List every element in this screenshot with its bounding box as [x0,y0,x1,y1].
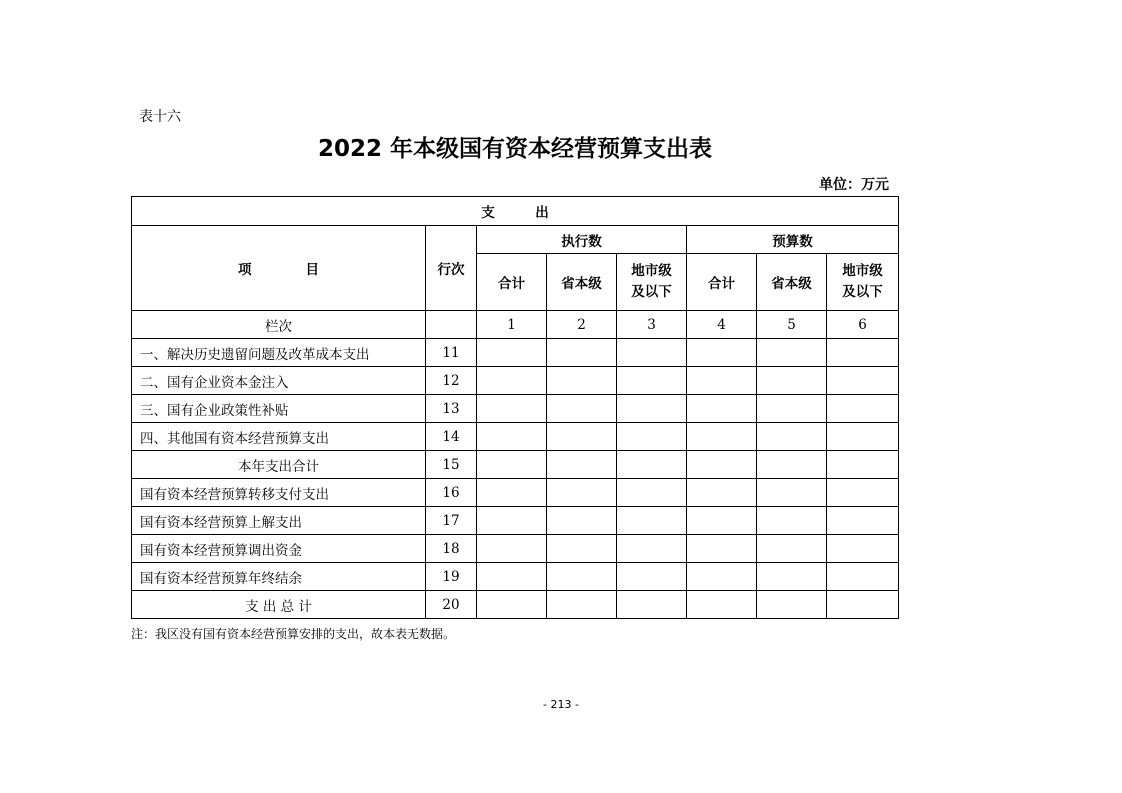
empty-cell [687,479,757,507]
empty-cell [827,535,899,563]
empty-cell [617,367,687,395]
empty-cell [757,423,827,451]
empty-cell [617,423,687,451]
empty-cell [757,479,827,507]
empty-cell [617,479,687,507]
table-row [132,535,899,563]
row-name: 二、国有企业资本金注入 [132,367,426,395]
empty-cell [757,563,827,591]
header-local-line1: 地市级 [631,263,672,279]
row-name: 国有资本经营预算上解支出 [132,507,426,535]
empty-cell [827,339,899,367]
row-number: 16 [426,479,477,507]
row-name: 一、解决历史遗留问题及改革成本支出 [132,339,426,367]
table-row [132,367,899,395]
row-name: 本年支出合计 [132,451,426,479]
header-local-line1: 地市级 [842,263,883,279]
table-row [132,591,899,619]
empty-cell [827,367,899,395]
empty-cell [477,479,547,507]
row-number: 20 [426,591,477,619]
empty-cell [477,507,547,535]
empty-cell [687,395,757,423]
empty-cell [687,535,757,563]
column-index-row [132,311,899,339]
empty-cell [617,563,687,591]
row-name: 国有资本经营预算调出资金 [132,535,426,563]
row-name: 国有资本经营预算年终结余 [132,563,426,591]
empty-cell [757,395,827,423]
empty-cell [827,563,899,591]
empty-cell [547,507,617,535]
row-number: 18 [426,535,477,563]
table-row [132,563,899,591]
header-expenditure: 支 出 [132,197,899,226]
header-executed-provincial: 省本级 [547,254,617,311]
empty-cell [827,591,899,619]
empty-cell [757,367,827,395]
empty-cell [687,339,757,367]
row-name: 四、其他国有资本经营预算支出 [132,423,426,451]
empty-cell [477,423,547,451]
empty-cell [757,339,827,367]
empty-cell [477,563,547,591]
row-number: 17 [426,507,477,535]
empty-cell [617,451,687,479]
column-index-number: 1 [477,311,547,339]
empty-cell [827,507,899,535]
empty-cell [477,535,547,563]
page-title: 2022 年本级国有资本经营预算支出表 [317,136,713,162]
empty-cell [687,367,757,395]
header-local-line2: 及以下 [842,284,883,300]
empty-cell [827,395,899,423]
empty-cell [757,507,827,535]
row-number: 14 [426,423,477,451]
empty-cell [687,423,757,451]
table-row [132,339,899,367]
empty-cell [547,339,617,367]
row-number: 15 [426,451,477,479]
row-name: 支 出 总 计 [132,591,426,619]
column-index-number: 2 [547,311,617,339]
empty-cell [547,535,617,563]
header-item: 项 目 [132,226,426,311]
header-budget-total: 合计 [687,254,757,311]
unit-label: 单位：万元 [819,177,889,193]
row-name: 国有资本经营预算转移支付支出 [132,479,426,507]
column-index-number: 3 [617,311,687,339]
header-executed-local [617,254,687,311]
empty-cell [687,451,757,479]
row-number: 13 [426,395,477,423]
table-note: 注：我区没有国有资本经营预算安排的支出，故本表无数据。 [131,627,456,641]
row-number: 12 [426,367,477,395]
empty-cell [757,535,827,563]
empty-cell [547,367,617,395]
empty-cell [757,451,827,479]
table-row [132,395,899,423]
header-row-no: 行次 [426,226,477,311]
empty-cell [827,451,899,479]
column-index-number: 4 [687,311,757,339]
empty-cell [617,395,687,423]
column-index-number: 6 [827,311,899,339]
empty-cell [617,591,687,619]
empty-cell [477,395,547,423]
empty-cell [687,507,757,535]
row-name: 三、国有企业政策性补贴 [132,395,426,423]
column-index-blank [426,311,477,339]
header-budget: 预算数 [687,226,899,254]
table-row [132,479,899,507]
table-row [132,507,899,535]
empty-cell [547,423,617,451]
column-index-number: 5 [757,311,827,339]
row-number: 11 [426,339,477,367]
empty-cell [547,395,617,423]
empty-cell [687,591,757,619]
empty-cell [477,451,547,479]
column-index-label: 栏次 [132,311,426,339]
header-local-line2: 及以下 [631,284,672,300]
page-number: - 213 - [543,698,579,711]
empty-cell [547,563,617,591]
header-executed-total: 合计 [477,254,547,311]
empty-cell [687,563,757,591]
empty-cell [547,591,617,619]
table-row [132,451,899,479]
empty-cell [477,591,547,619]
empty-cell [827,423,899,451]
empty-cell [617,339,687,367]
empty-cell [547,451,617,479]
table-label: 表十六 [139,109,181,125]
empty-cell [477,367,547,395]
header-budget-local [827,254,899,311]
empty-cell [827,479,899,507]
header-budget-provincial: 省本级 [757,254,827,311]
table-row [132,423,899,451]
empty-cell [757,591,827,619]
empty-cell [477,339,547,367]
empty-cell [547,479,617,507]
expenditure-table [131,196,899,619]
empty-cell [617,507,687,535]
header-executed: 执行数 [477,226,687,254]
row-number: 19 [426,563,477,591]
empty-cell [617,535,687,563]
